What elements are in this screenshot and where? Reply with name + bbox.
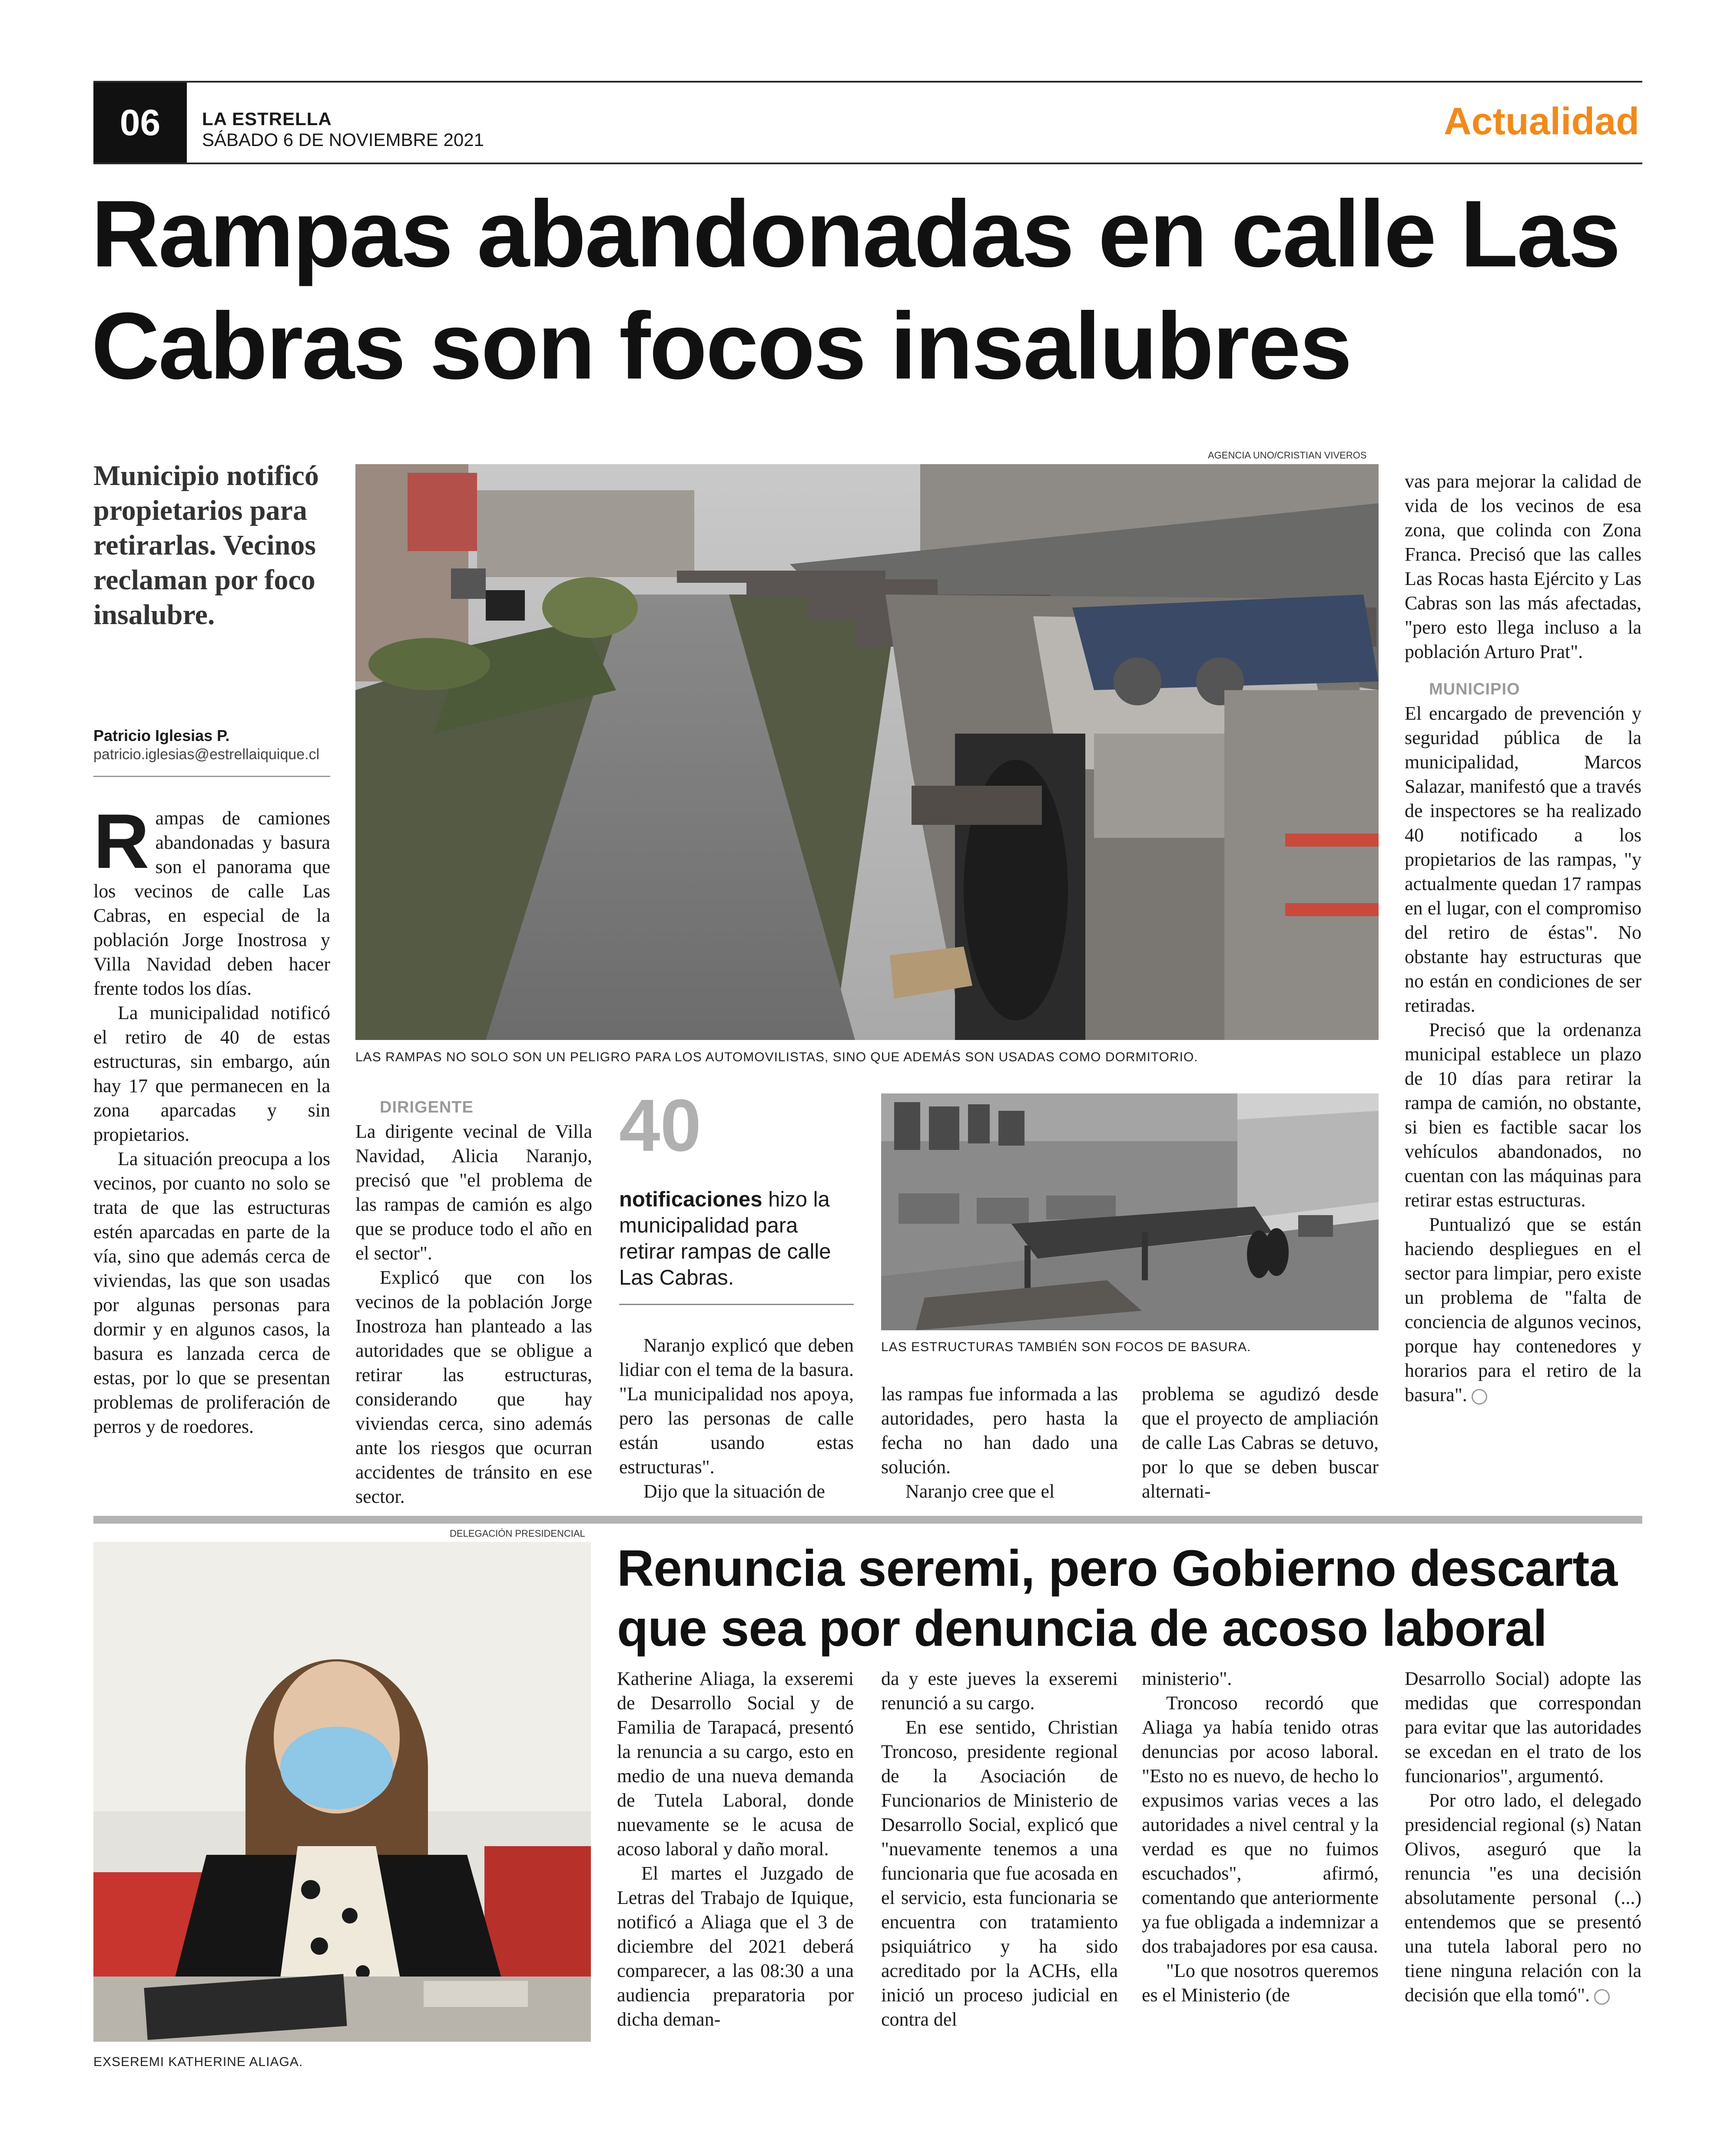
page-number: 06 [119,102,161,143]
stat-rule [619,1304,854,1305]
second-photo-garbage [881,1093,1379,1330]
a2-col1-paragraph: El martes el Juzgado de Letras del Trabajo de Iquique, notificó a Aliaga que el 3 de diciembre del 2021 deberá comparecer, a las 08:30 a una audiencia preparatoria por dicha deman- [617,1863,854,2030]
col4-paragraph: Naranjo cree que el [905,1481,1055,1502]
article1-col3 [619,1333,854,1504]
stat-number: 40 [619,1084,702,1167]
byline-rule [93,776,330,777]
col6-paragraph: vas para mejorar la calidad de vida de los vecinos de esa zona, que colinda con Zona Franca. Precisó que las calles Las Rocas hasta Ejército y Las Cabras son las más afectadas, "pero esto llega incluso a la población Arturo Prat". [1405,471,1641,662]
col6-paragraph: El encargado de prevención y seguridad pública de la municipalidad, Marcos Salazar, manifestó que a través de inspectores se ha realizado 40 notificado a los propietarios de las rampas, "y actualmente quedan 17 rampas en el lugar, con el compromiso del retiro de éstas". No obstante hay estructuras que no están en condiciones de ser retiradas. [1405,703,1641,1016]
main-photo-trailers [355,464,1379,1040]
subhead-dirigente: DIRIGENTE [380,1098,474,1116]
subhead-municipio: MUNICIPIO [1429,680,1520,698]
a2-col3-paragraph: "Lo que nosotros queremos es el Ministerio (de [1142,1960,1379,2006]
a2-col3-paragraph: Troncoso recordó que Aliaga ya había tenido otras denuncias por acoso laboral. "Esto no es nuevo, de hecho lo expusimos varias veces a las autoridades a nivel central y la verdad es que no fuimos escuchados", afirmó, comentando que anteriormente ya fue obligada a indemnizar a dos trabajadores por esa causa. [1142,1692,1379,1957]
portrait-photo-aliaga [93,1542,591,2042]
section-label: Actualidad [1444,100,1639,143]
col2-paragraph: Explicó que con los vecinos de la población Jorge Inostroza han planteado a las autoridades que se obligue a retirar las estructuras, considerando que hay viviendas cerca, sino además ante los riesgos que ocurran accidentes de tránsito en ese sector. [355,1267,592,1507]
byline-email: patricio.iglesias@estrellaiquique.cl [93,746,320,763]
col4-paragraph: las rampas fue informada a las autoridades, pero hasta la fecha no han dado una solución. [881,1383,1118,1478]
stat-bold: notificaciones [619,1188,763,1211]
article1-col2 [355,1095,592,1509]
second-photo-caption: LAS ESTRUCTURAS TAMBIÉN SON FOCOS DE BASURA. [881,1340,1251,1354]
end-of-article-icon [1472,1389,1487,1405]
portrait-photo-caption: EXSEREMI KATHERINE ALIAGA. [93,2055,303,2069]
article2-col3 [1142,1667,1379,2007]
stat-text: hizo la municipalidad para retirar rampas de calle Las Cabras. [619,1188,831,1289]
paper-name: LA ESTRELLA [202,109,332,129]
col1-paragraph: La situación preocupa a los vecinos, por cuanto no solo se trata de que las estructuras estén aparcadas en parte de la vía, sino que además cerca de viviendas, las que son usadas por algunas personas para dormir y en algunos casos, la basura es lanzada cerca de estas, por lo que se presentan problemas de proliferación de perros y de roedores. [93,1148,330,1437]
headline: Rampas abandonadas en calle Las Cabras son focos insalubres [91,181,1620,399]
headline-2: Renuncia seremi, pero Gobierno descarta que sea por denuncia de acoso laboral [617,1540,1618,1657]
article1-col6 [1405,469,1641,1407]
page-number-box [93,83,187,163]
col6-paragraph: Precisó que la ordenanza municipal establece un plazo de 10 días para retirar la rampa de camión, no obstante, si bien es factible sacar los vehículos abandonados, no cuentan con las máquinas para retirar estas estructuras. [1405,1019,1641,1211]
a2-col3-paragraph: ministerio". [1142,1668,1232,1689]
article2-col1 [617,1667,854,2032]
issue-date: SÁBADO 6 DE NOVIEMBRE 2021 [202,130,484,150]
col3-paragraph: Naranjo explicó que deben lidiar con el tema de la basura. "La municipalidad nos apoya, pero las personas de calle están usando estas estructuras". [619,1335,854,1478]
a2-col1-paragraph: Katherine Aliaga, la exseremi de Desarrollo Social y de Familia de Tarapacá, presentó la renuncia a su cargo, esto en medio de una nueva demanda de Tutela Laboral, donde nuevamente se le acusa de acoso laboral y daño moral. [617,1668,854,1860]
end-of-article-icon [1594,1989,1610,2005]
article-divider [93,1516,1642,1524]
a2-col2-paragraph: da y este jueves la exseremi renunció a su cargo. [881,1668,1118,1714]
photo2-credit: DELEGACIÓN PRESIDENCIAL [450,1528,585,1539]
stat-text-block [619,1186,854,1291]
a2-col4-paragraph: Desarrollo Social) adopte las medidas que correspondan para evitar que las autoridades se excedan en el trato de los funcionarios", argumentó. [1405,1668,1641,1787]
col1-paragraph: La municipalidad notificó el retiro de 40 de estas estructuras, sin embargo, aún hay 17 que permanecen en la zona aparcadas y sin propietarios. [93,1002,330,1145]
main-photo-caption: LAS RAMPAS NO SOLO SON UN PELIGRO PARA LOS AUTOMOVILISTAS, SINO QUE ADEMÁS SON USADAS COMO DORMITORIO. [355,1050,1198,1064]
top-rule [93,81,1642,83]
byline-author: Patricio Iglesias P. [93,727,230,744]
article1-col1 [93,798,330,1439]
a2-col2-paragraph: En ese sentido, Christian Troncoso, presidente regional de la Asociación de Funcionarios de Ministerio de Desarrollo Social, explicó que "nuevamente tenemos a una funcionaria que fue acosada en el servicio, esta funcionaria se encuentra con tratamiento psiquiátrico y ha sido acreditado por la ACHs, ella inició un proceso judicial en contra del [881,1717,1118,2030]
article2-col2 [881,1667,1118,2032]
a2-col4-paragraph: Por otro lado, el delegado presidencial regional (s) Natan Olivos, aseguró que la renuncia "es una decisión absolutamente personal (...) entendemos que se presentó una tutela laboral pero no tiene ninguna relación con la decisión que ella tomó". [1405,1790,1641,2006]
drop-cap: R [93,798,149,884]
col5-paragraph: problema se agudizó desde que el proyecto de ampliación de calle Las Cabras se detuvo, por lo que se deben buscar alternati- [1142,1383,1379,1502]
col6-paragraph: Puntualizó que se están haciendo despliegues en el sector para limpiar, pero existe un problema de "falta de conciencia de algunos vecinos, porque hay contenedores y horarios para el retiro de la basura". [1405,1214,1641,1405]
article1-col5 [1142,1382,1379,1504]
col1-paragraph: ampas de camiones abandonadas y basura son el panorama que los vecinos de calle Las Cabras, en especial de la población Jorge Inostrosa y Villa Navidad deben hacer frente todos los días. [93,807,330,999]
col3-paragraph: Dijo que la situación de [643,1481,825,1502]
article1-col4 [881,1382,1118,1504]
col2-paragraph: La dirigente vecinal de Villa Navidad, Alicia Naranjo, precisó que "el problema de las rampas de camión es algo que se produce todo el año en el sector". [355,1121,592,1264]
deck: Municipio notificó propietarios para retirarlas. Vecinos reclaman por foco insalubre. [93,460,319,631]
photo-credit: AGENCIA UNO/CRISTIAN VIVEROS [1208,450,1367,461]
article2-col4 [1405,1667,1641,2007]
header-rule [93,163,1642,164]
